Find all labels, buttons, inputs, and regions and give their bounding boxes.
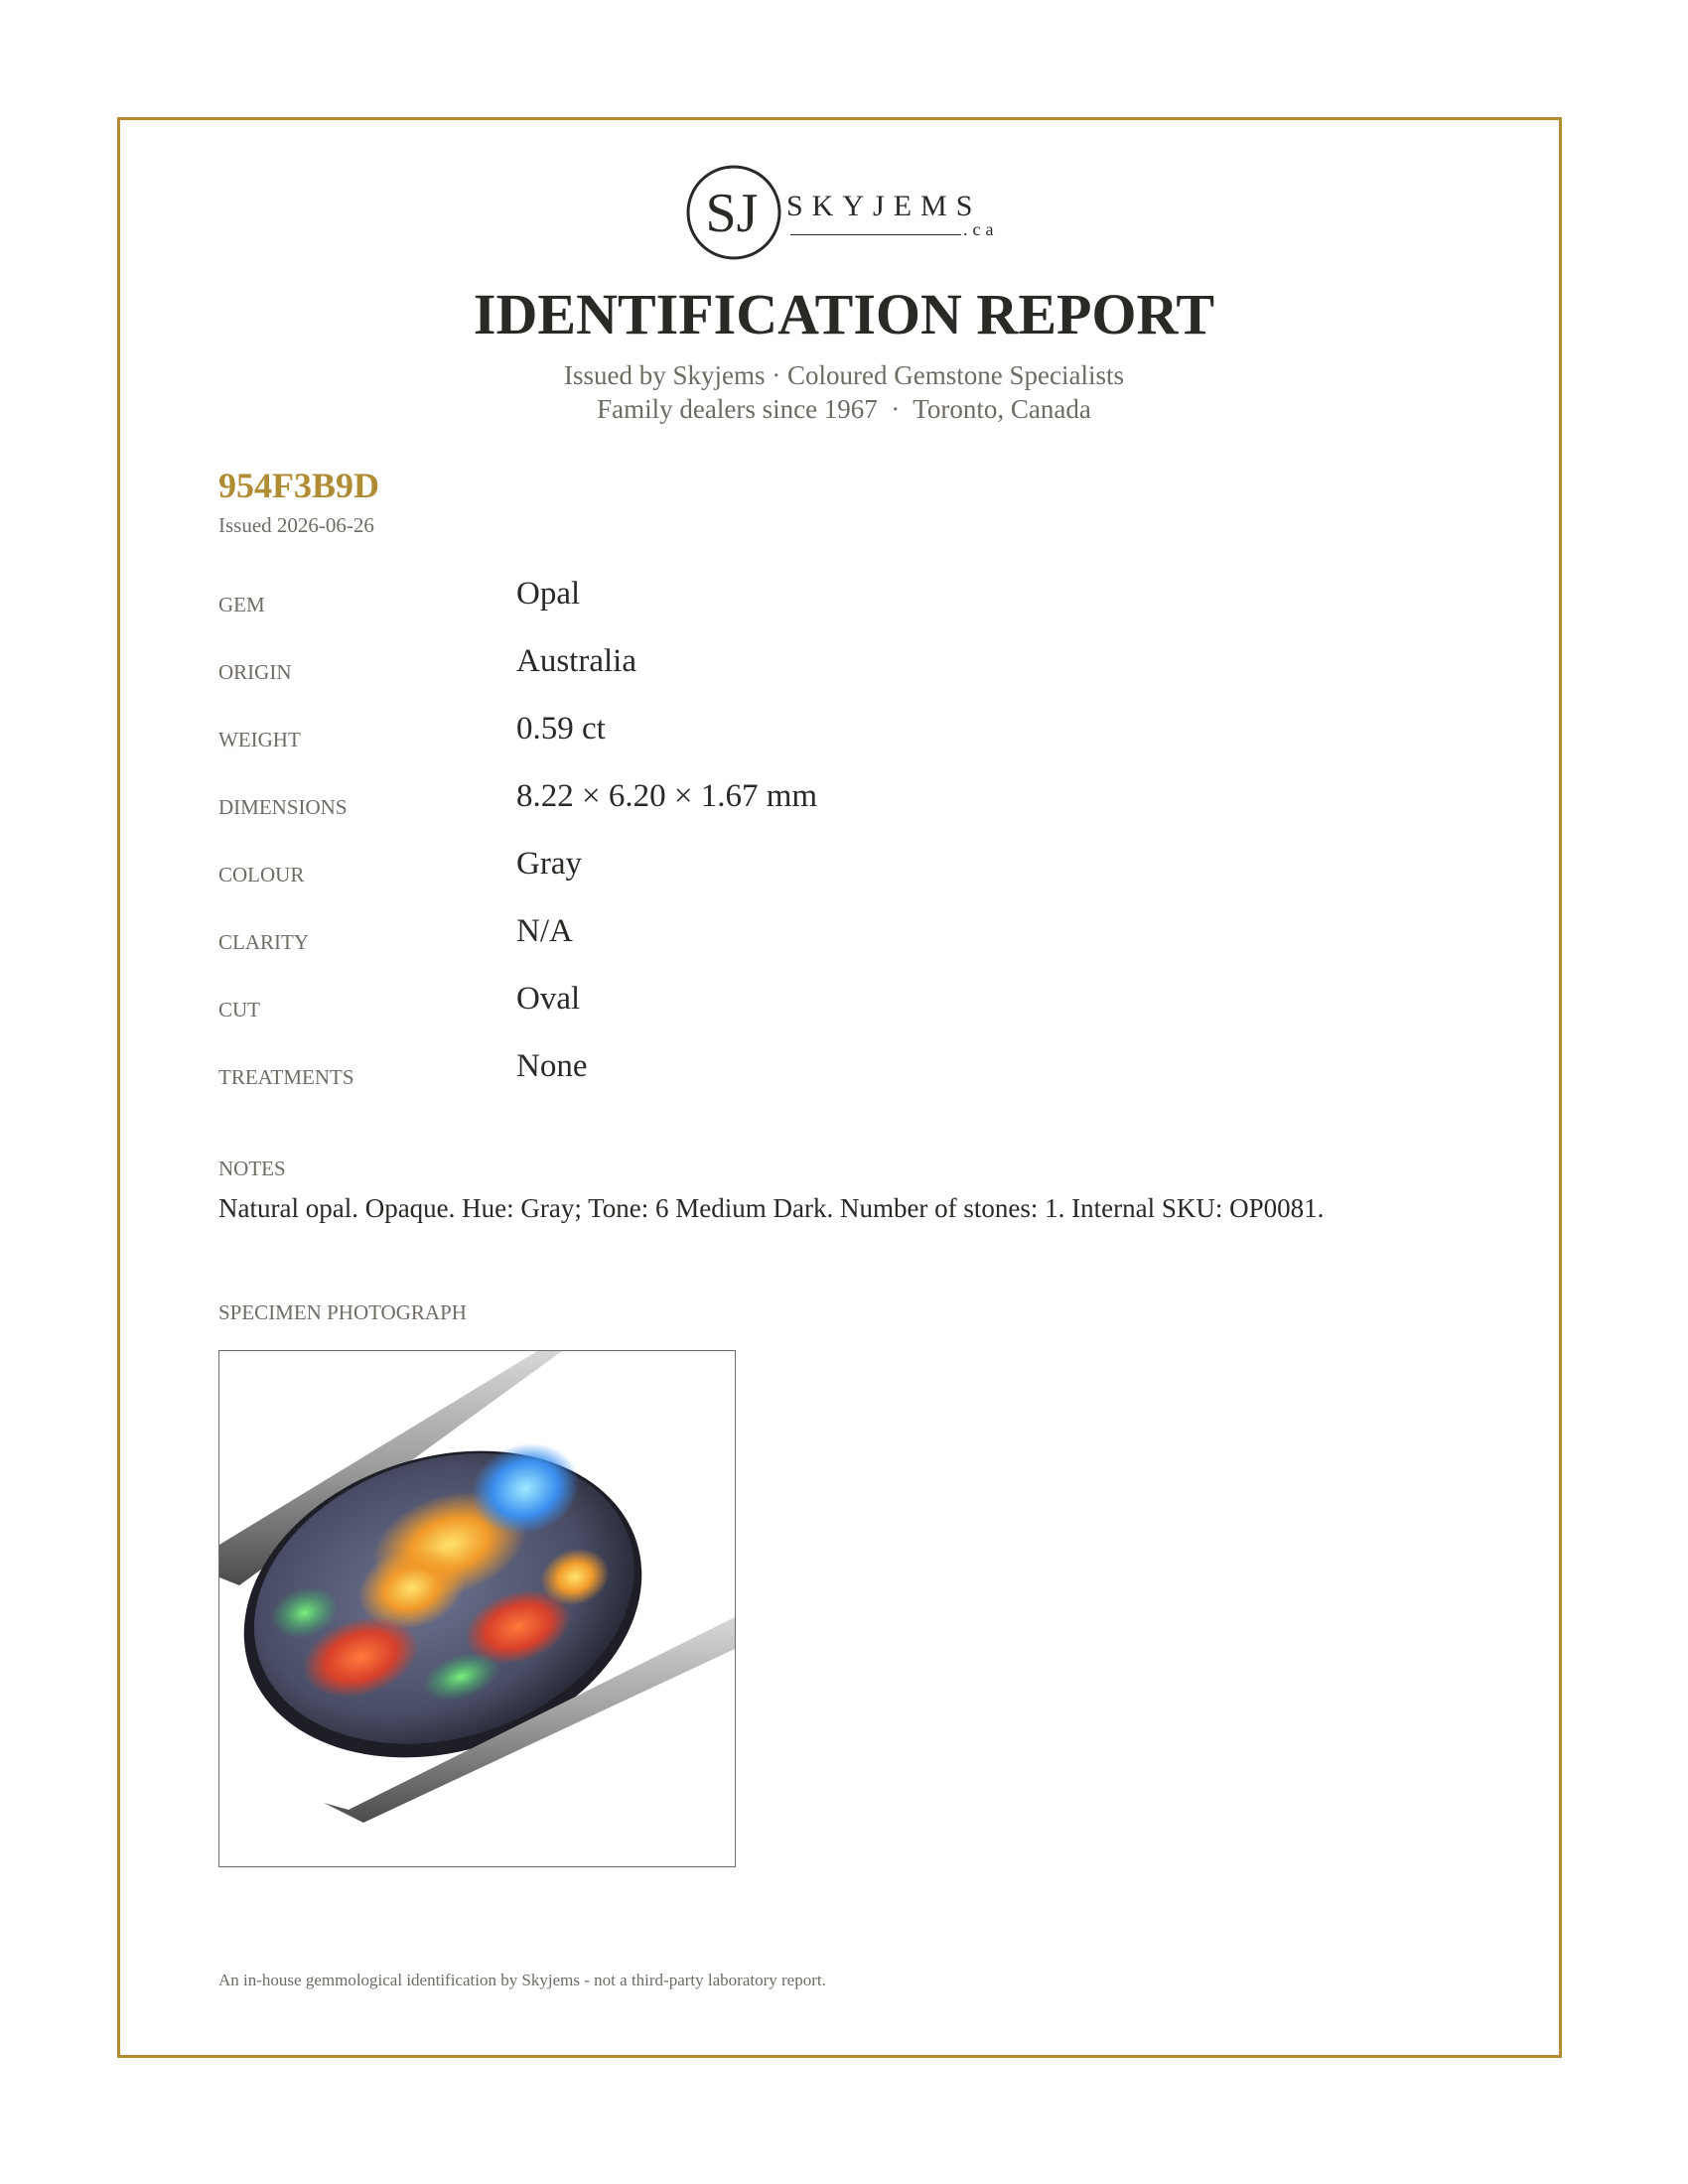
photo-label: SPECIMEN PHOTOGRAPH	[218, 1300, 467, 1324]
field-value: Australia	[516, 643, 636, 679]
brand-tld: .ca	[963, 219, 999, 239]
field-value: 8.22 × 6.20 × 1.67 mm	[516, 778, 818, 814]
field-value: None	[516, 1048, 588, 1084]
field-label: GEM	[218, 593, 265, 616]
notes-text: Natural opal. Opaque. Hue: Gray; Tone: 6 Medium Dark. Number of stones: 1. Internal SKU: OP0081.	[218, 1193, 1325, 1223]
field-value: Opal	[516, 576, 581, 612]
monogram-text: SJ	[705, 183, 759, 244]
field-value: 0.59 ct	[516, 711, 606, 747]
notes-label: NOTES	[218, 1157, 286, 1180]
issuer-line: Issued by Skyjems · Coloured Gemstone Specialists	[564, 360, 1124, 390]
field-label: ORIGIN	[218, 660, 292, 684]
field-label: COLOUR	[218, 863, 305, 887]
field-label: TREATMENTS	[218, 1065, 354, 1089]
brand-name: SKYJEMS	[786, 190, 982, 222]
field-value: Gray	[516, 846, 582, 882]
field-label: CUT	[218, 998, 260, 1022]
field-label: DIMENSIONS	[218, 795, 348, 819]
disclaimer-footer: An in-house gemmological identification by Skyjems - not a third-party laboratory report.	[218, 1971, 826, 1989]
opal-illustration	[219, 1351, 735, 1866]
field-label: CLARITY	[218, 930, 309, 954]
field-value: Oval	[516, 981, 581, 1017]
logo-rule	[790, 234, 961, 235]
page-title: IDENTIFICATION REPORT	[473, 282, 1215, 346]
sj-monogram-icon	[685, 164, 782, 261]
field-value: N/A	[516, 913, 573, 949]
specimen-photo	[218, 1350, 736, 1867]
issued-date: Issued 2026-06-26	[218, 513, 374, 537]
tagline: Family dealers since 1967 · Toronto, Canada	[597, 394, 1091, 424]
report-id: 954F3B9D	[218, 466, 379, 505]
skyjems-logo	[685, 164, 1013, 263]
field-label: WEIGHT	[218, 728, 301, 751]
opal-stone	[219, 1402, 682, 1807]
